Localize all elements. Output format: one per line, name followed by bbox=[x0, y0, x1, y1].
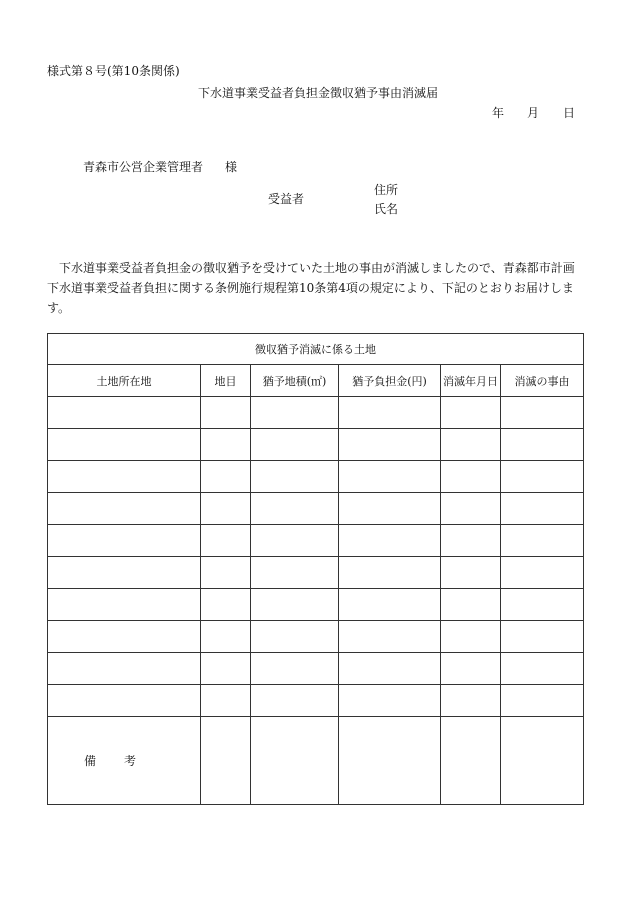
header-deferred-area: 猶予地積(㎡) bbox=[251, 365, 339, 397]
table-caption: 徴収猶予消滅に係る土地 bbox=[48, 334, 584, 365]
table-cell[interactable] bbox=[201, 493, 251, 525]
table-cell[interactable] bbox=[251, 461, 339, 493]
table-cell[interactable] bbox=[339, 621, 441, 653]
header-land-category: 地目 bbox=[201, 365, 251, 397]
header-deferred-charge: 猶予負担金(円) bbox=[339, 365, 441, 397]
table-cell[interactable] bbox=[501, 397, 584, 429]
header-location: 土地所在地 bbox=[48, 365, 201, 397]
remarks-label: 備考 bbox=[83, 754, 164, 768]
table-cell[interactable] bbox=[501, 493, 584, 525]
table-row bbox=[48, 429, 584, 461]
table-cell[interactable] bbox=[339, 557, 441, 589]
table-cell[interactable] bbox=[339, 429, 441, 461]
header-extinction-reason: 消滅の事由 bbox=[501, 365, 584, 397]
table-row bbox=[48, 589, 584, 621]
table-row bbox=[48, 397, 584, 429]
table-cell[interactable] bbox=[501, 429, 584, 461]
remarks-cell[interactable] bbox=[339, 717, 441, 805]
table-cell[interactable] bbox=[201, 397, 251, 429]
table-cell[interactable] bbox=[251, 621, 339, 653]
land-table bbox=[47, 333, 584, 805]
table-cell[interactable] bbox=[251, 557, 339, 589]
table-cell[interactable] bbox=[201, 653, 251, 685]
table-cell[interactable] bbox=[48, 493, 201, 525]
date-year: 年 bbox=[492, 106, 505, 120]
table-cell[interactable] bbox=[48, 621, 201, 653]
table-cell[interactable] bbox=[201, 525, 251, 557]
table-cell[interactable] bbox=[201, 557, 251, 589]
remarks-cell[interactable] bbox=[201, 717, 251, 805]
name-label: 氏名 bbox=[374, 202, 399, 216]
table-cell[interactable] bbox=[201, 429, 251, 461]
table-cell[interactable] bbox=[251, 493, 339, 525]
table-cell[interactable] bbox=[251, 653, 339, 685]
addressee-honorific: 様 bbox=[225, 160, 238, 174]
body-text: 下水道事業受益者負担金の徴収猶予を受けていた土地の事由が消滅しましたので、青森都市計画下水道事業受益者負担に関する条例施行規程第10条第4項の規定により、下記のとおりお届けします。 bbox=[47, 261, 575, 315]
table-cell[interactable] bbox=[251, 685, 339, 717]
table-cell[interactable] bbox=[441, 397, 501, 429]
table-cell[interactable] bbox=[501, 685, 584, 717]
table-cell[interactable] bbox=[48, 589, 201, 621]
table-cell[interactable] bbox=[48, 429, 201, 461]
table-cell[interactable] bbox=[501, 653, 584, 685]
table-cell[interactable] bbox=[48, 557, 201, 589]
date-day: 日 bbox=[563, 106, 576, 120]
date-month: 月 bbox=[527, 106, 540, 120]
table-cell[interactable] bbox=[441, 525, 501, 557]
table-row bbox=[48, 525, 584, 557]
table-row bbox=[48, 621, 584, 653]
table-cell[interactable] bbox=[441, 621, 501, 653]
address-label: 住所 bbox=[374, 183, 399, 197]
table-cell[interactable] bbox=[441, 557, 501, 589]
table-cell[interactable] bbox=[251, 525, 339, 557]
table-cell[interactable] bbox=[201, 589, 251, 621]
applicant-label: 受益者 bbox=[268, 192, 305, 206]
table-cell[interactable] bbox=[339, 397, 441, 429]
table-cell[interactable] bbox=[339, 653, 441, 685]
table-row bbox=[48, 557, 584, 589]
table-cell[interactable] bbox=[339, 461, 441, 493]
form-number: 様式第８号(第10条関係) bbox=[47, 64, 180, 78]
table-cell[interactable] bbox=[441, 461, 501, 493]
remarks-label-cell bbox=[48, 717, 201, 805]
table-cell[interactable] bbox=[501, 589, 584, 621]
table-cell[interactable] bbox=[339, 525, 441, 557]
table-cell[interactable] bbox=[339, 493, 441, 525]
table-cell[interactable] bbox=[201, 621, 251, 653]
table-cell[interactable] bbox=[201, 685, 251, 717]
remarks-cell[interactable] bbox=[501, 717, 584, 805]
table-cell[interactable] bbox=[441, 493, 501, 525]
table-cell[interactable] bbox=[251, 589, 339, 621]
table-cell[interactable] bbox=[48, 397, 201, 429]
table-cell[interactable] bbox=[201, 461, 251, 493]
table-cell[interactable] bbox=[441, 685, 501, 717]
table-cell[interactable] bbox=[501, 557, 584, 589]
table-row bbox=[48, 685, 584, 717]
table-row bbox=[48, 461, 584, 493]
addressee-name: 青森市公営企業管理者 bbox=[83, 160, 204, 174]
document-title: 下水道事業受益者負担金徴収猶予事由消滅届 bbox=[198, 86, 439, 100]
table-cell[interactable] bbox=[501, 621, 584, 653]
table-cell[interactable] bbox=[48, 653, 201, 685]
table-cell[interactable] bbox=[339, 589, 441, 621]
table-row bbox=[48, 493, 584, 525]
table-cell[interactable] bbox=[501, 461, 584, 493]
table-cell[interactable] bbox=[441, 589, 501, 621]
table-body bbox=[48, 397, 584, 717]
header-extinction-date: 消滅年月日 bbox=[441, 365, 501, 397]
table-cell[interactable] bbox=[441, 653, 501, 685]
table-cell[interactable] bbox=[441, 429, 501, 461]
table-cell[interactable] bbox=[339, 685, 441, 717]
table-cell[interactable] bbox=[48, 461, 201, 493]
table-cell[interactable] bbox=[251, 429, 339, 461]
remarks-cell[interactable] bbox=[251, 717, 339, 805]
table-row bbox=[48, 653, 584, 685]
table-cell[interactable] bbox=[48, 525, 201, 557]
table-cell[interactable] bbox=[501, 525, 584, 557]
remarks-cell[interactable] bbox=[441, 717, 501, 805]
table-cell[interactable] bbox=[48, 685, 201, 717]
table-cell[interactable] bbox=[251, 397, 339, 429]
